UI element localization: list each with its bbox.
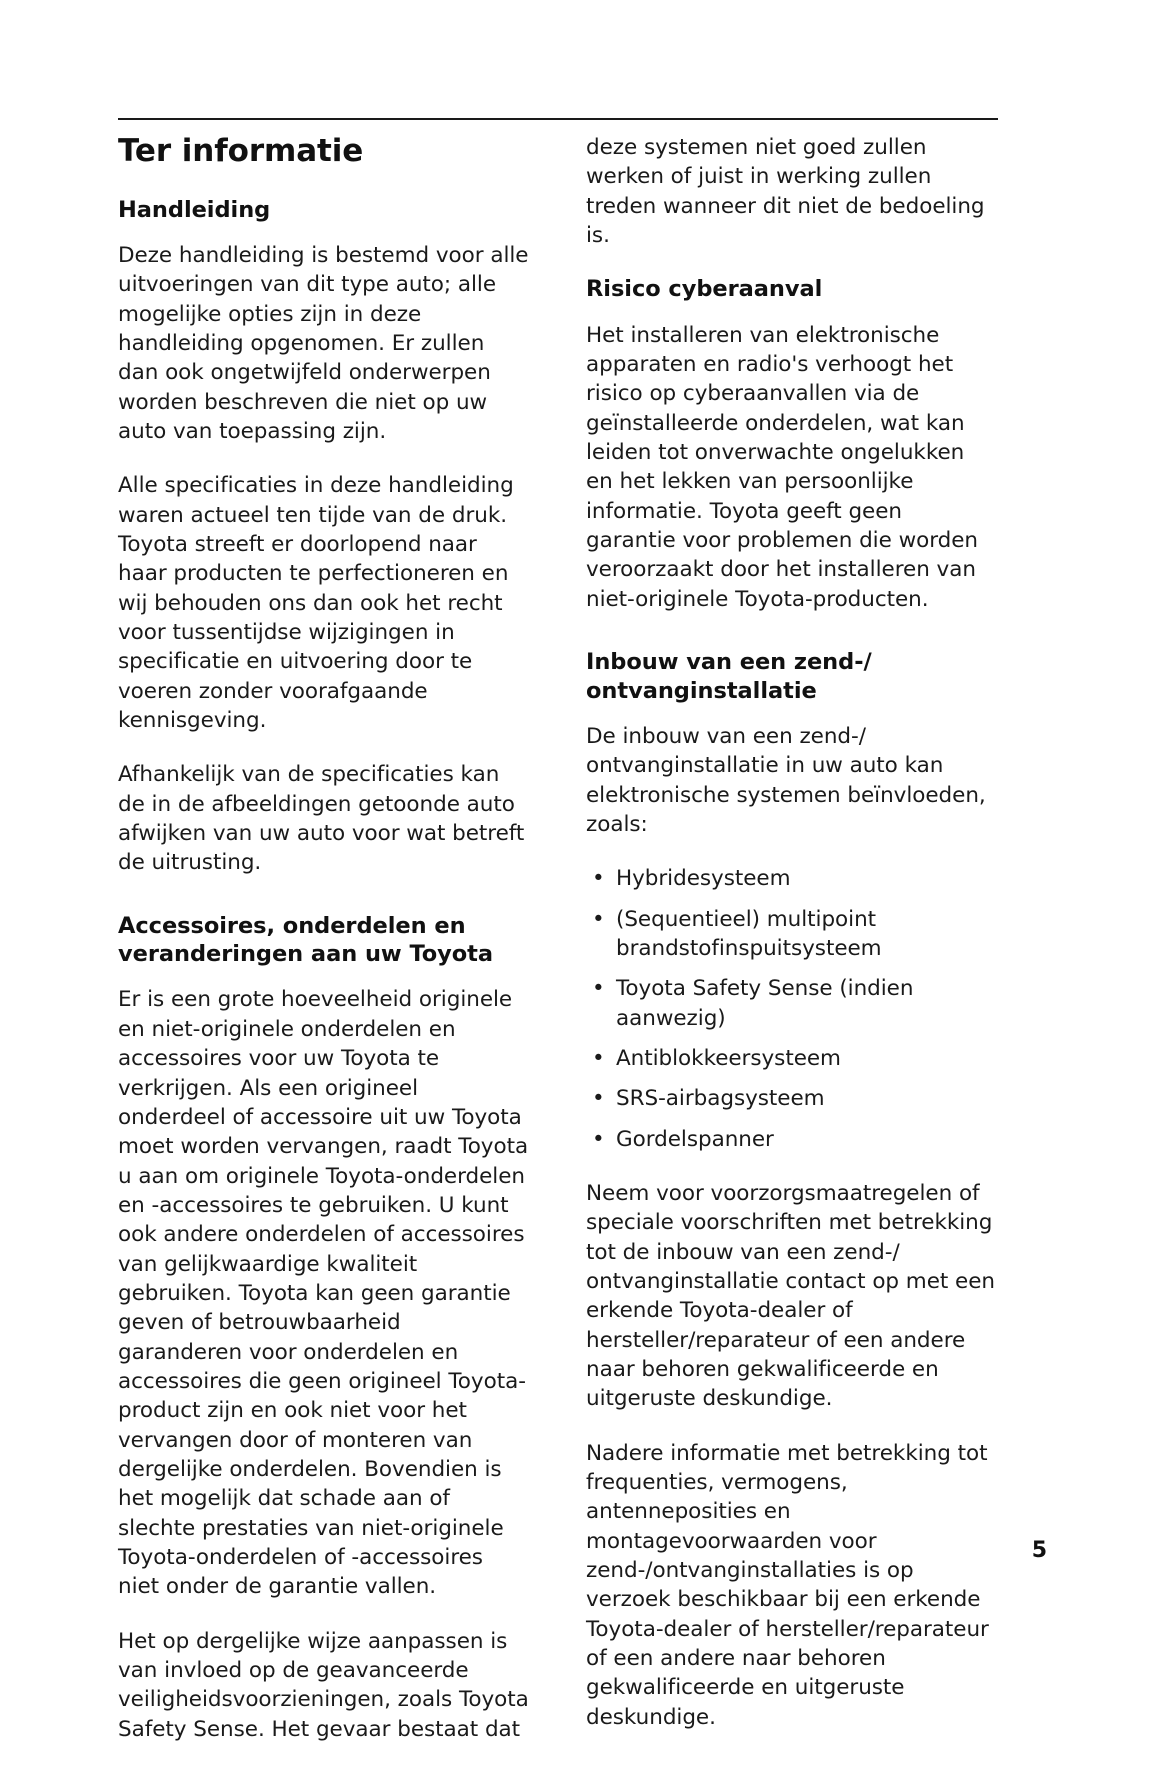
header-rule — [118, 118, 998, 120]
list-item-label: (Sequentieel) multipoint brandstofinspuitsysteem — [616, 906, 882, 961]
paragraph-accessoires-continued: deze systemen niet goed zullen werken of juist in werking zullen treden wanneer dit niet de bedoeling is. — [586, 135, 985, 249]
affected-systems-list — [586, 864, 997, 1154]
bullet-icon: • — [592, 1045, 605, 1071]
paragraph-voorzorgsmaatregelen: Neem voor voorzorgsmaatregelen of speciale voorschriften met betrekking tot de inbouw van een zend-/ ontvanginstallatie contact op met een erkende Toyota-dealer of hersteller/reparateur of een andere naar behoren gekwalificeerde en uitgeruste deskundige. — [586, 1180, 995, 1412]
list-item — [586, 1084, 997, 1113]
list-item-label: Hybridesysteem — [616, 866, 791, 892]
bullet-icon: • — [592, 1126, 605, 1152]
section-heading-handleiding: Handleiding — [118, 196, 271, 223]
list-item-label: SRS-airbagsysteem — [616, 1086, 825, 1112]
paragraph-nadere-informatie: Nadere informatie met betrekking tot frequenties, vermogens, antenneposities en montagevoorwaarden voor zend-/ontvanginstallaties is op verzoek beschikbaar bij een erkende Toyota-dealer of hersteller/reparateur of een andere naar behoren gekwalificeerde en uitgeruste deskundige. — [586, 1440, 989, 1730]
paragraph-accessoires-2: Het op dergelijke wijze aanpassen is van invloed op de geavanceerde veiligheidsvoorzieningen, zoals Toyota Safety Sense. Het gevaar bestaat dat — [118, 1628, 529, 1742]
section-heading-risico-cyberaanval: Risico cyberaanval — [586, 276, 823, 303]
list-item-label: Antiblokkeersysteem — [616, 1045, 841, 1071]
list-item-label: Toyota Safety Sense (indien aanwezig) — [616, 976, 914, 1031]
left-column — [118, 133, 529, 1769]
paragraph-handleiding-2: Alle specificaties in deze handleiding waren actueel ten tijde van de druk. Toyota streeft er doorlopend naar haar producten te perfectioneren en wij behouden ons dan ook het recht voor tussentijdse wijzigingen in specificatie en uitvoering door te voeren zonder voorafgaande kennisgeving. — [118, 473, 514, 734]
page-title: Ter informatie — [118, 133, 364, 169]
page-number: 5 — [1031, 1538, 1047, 1563]
list-item — [586, 1125, 997, 1154]
paragraph-handleiding-3: Afhankelijk van de specificaties kan de in de afbeeldingen getoonde auto afwijken van uw auto voor wat betreft de uitrusting. — [118, 762, 525, 876]
paragraph-handleiding-1: Deze handleiding is bestemd voor alle uitvoeringen van dit type auto; alle mogelijke opties zijn in deze handleiding opgenomen. Er zullen dan ook ongetwijfeld onderwerpen worden beschreven die niet op uw auto van toepassing zijn. — [118, 242, 529, 444]
paragraph-accessoires-1: Er is een grote hoeveelheid originele en niet-originele onderdelen en accessoires voor uw Toyota te verkrijgen. Als een origineel onderdeel of accessoire uit uw Toyota moet worden vervangen, raadt Toyota u aan om originele Toyota-onderdelen en -accessoires te gebruiken. U kunt ook andere onderdelen of accessoires van gelijkwaardige kwaliteit gebruiken. Toyota kan geen garantie geven of betrouwbaarheid garanderen voor onderdelen en accessoires die geen origineel Toyota-product zijn en ook niet voor het vervangen door of monteren van dergelijke onderdelen. Bovendien is het mogelijk dat schade aan of slechte prestaties van niet-originele Toyota-onderdelen of -accessoires niet onder de garantie vallen. — [118, 987, 529, 1600]
bullet-icon: • — [592, 976, 605, 1002]
paragraph-risico-cyberaanval: Het installeren van elektronische apparaten en radio's verhoogt het risico op cyberaanvallen via de geïnstalleerde onderdelen, wat kan leiden tot onverwachte ongelukken en het lekken van persoonlijke informatie. Toyota geeft geen garantie voor problemen die worden veroorzaakt door het installeren van niet-originele Toyota-producten. — [586, 322, 978, 612]
list-item — [586, 974, 997, 1033]
section-heading-accessoires: Accessoires, onderdelen en veranderingen aan uw Toyota — [118, 912, 494, 968]
list-item — [586, 905, 997, 964]
list-item-label: Gordelspanner — [616, 1126, 774, 1152]
bullet-icon: • — [592, 1086, 605, 1112]
section-heading-inbouw-zend-ontvanginstallatie: Inbouw van een zend-/ ontvanginstallatie — [586, 649, 872, 704]
paragraph-inbouw-intro: De inbouw van een zend-/ ontvanginstallatie in uw auto kan elektronische systemen beïnvloeden, zoals: — [586, 723, 986, 837]
right-column — [586, 133, 997, 1769]
list-item — [586, 864, 997, 893]
bullet-icon: • — [592, 866, 605, 892]
two-column-layout — [118, 133, 998, 1769]
list-item — [586, 1044, 997, 1073]
bullet-icon: • — [592, 906, 605, 932]
